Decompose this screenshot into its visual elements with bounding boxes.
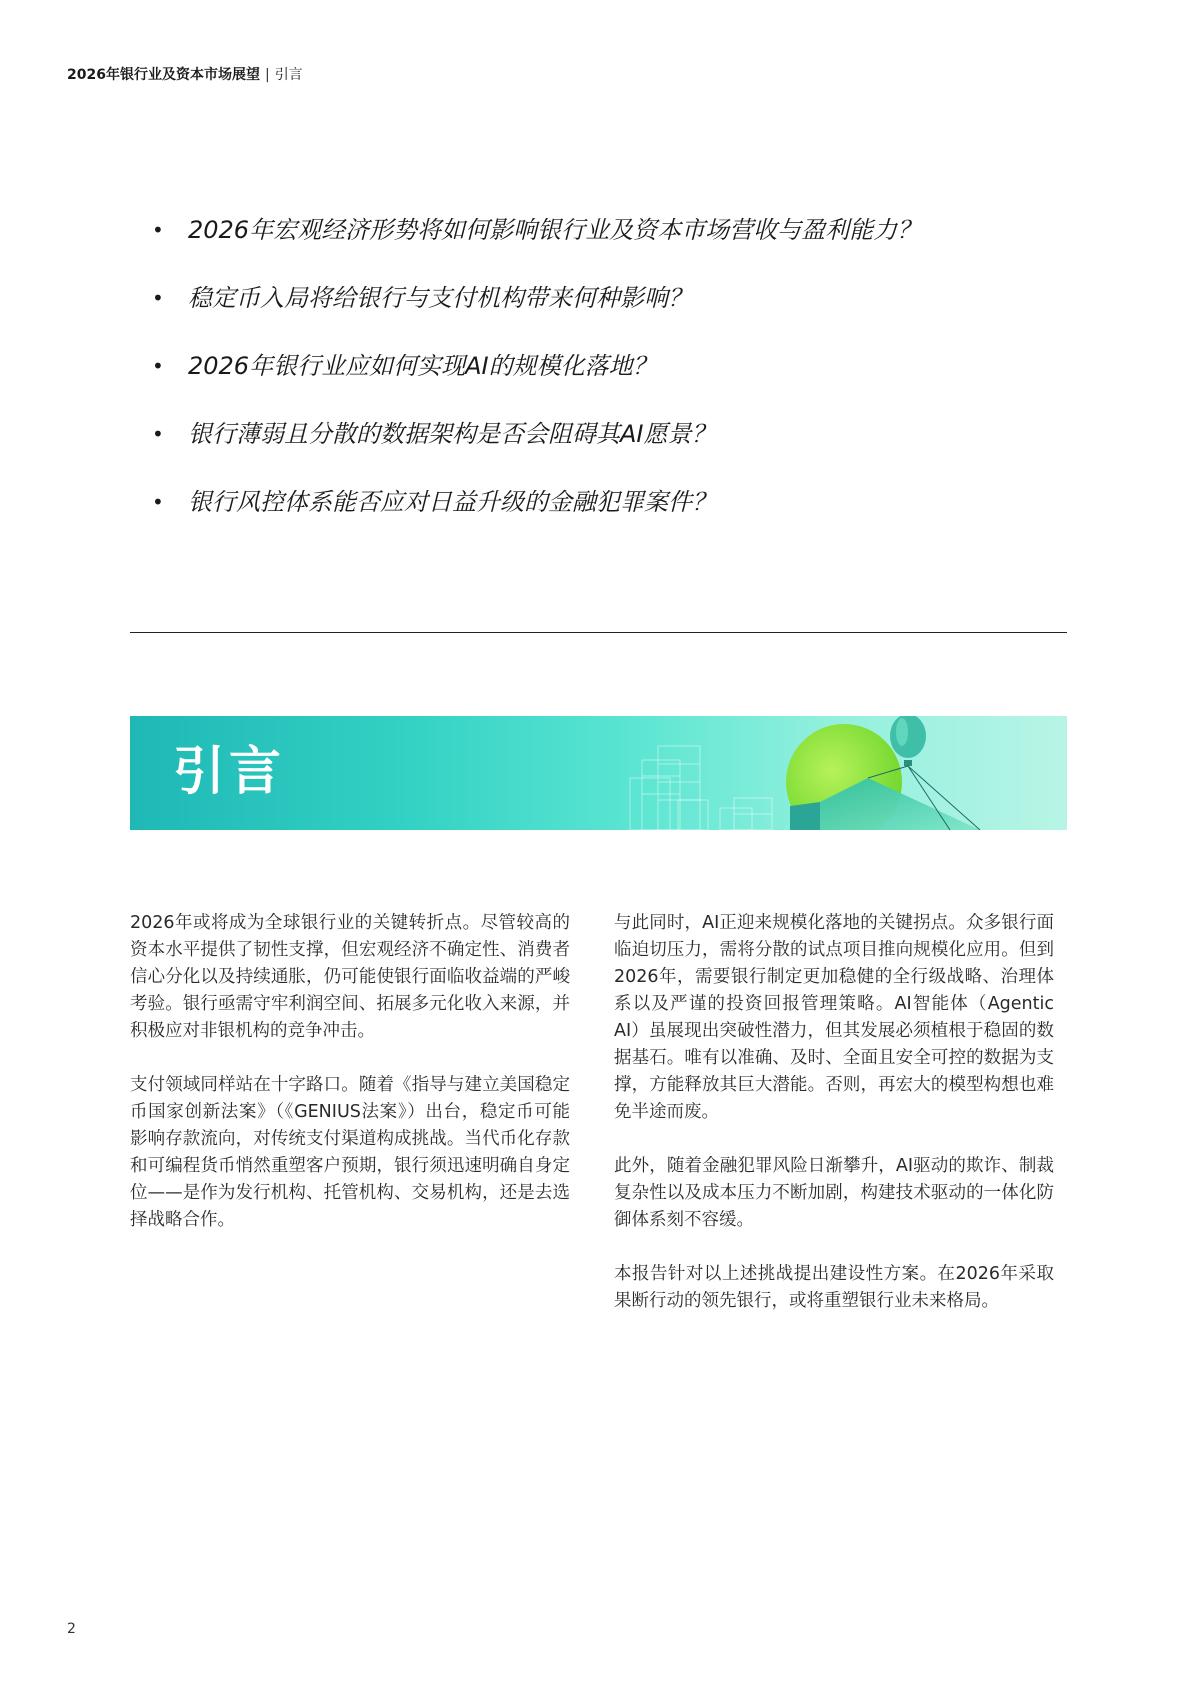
bullet-icon: • (152, 490, 164, 514)
question-text: 2026年银行业应如何实现AI的规模化落地？ (188, 352, 657, 380)
paragraph: 2026年或将成为全球银行业的关键转折点。尽管较高的资本水平提供了韧性支撑，但宏观经济不确定性、消费者信心分化以及持续通胀，仍可能使银行面临收益端的严峻考验。银行亟需守牢利润空间、拓展多元化收入来源，并积极应对非银机构的竞争冲击。 (130, 913, 570, 1041)
key-questions-list (148, 213, 1068, 553)
section-name: 引言 (274, 67, 303, 83)
question-text: 银行风控体系能否应对日益升级的金融犯罪案件？ (188, 488, 716, 516)
bullet-icon: • (152, 422, 164, 446)
report-title: 2026年银行业及资本市场展望 (67, 67, 260, 83)
bullet-icon: • (152, 354, 164, 378)
list-item (148, 485, 1068, 553)
question-text: 银行薄弱且分散的数据架构是否会阻碍其AI愿景？ (188, 420, 716, 448)
paragraph: 与此同时，AI正迎来规模化落地的关键拐点。众多银行面临迫切压力，需将分散的试点项目推向规模化应用。但到2026年，需要银行制定更加稳健的全行级战略、治理体系以及严谨的投资回报管理策略。AI智能体（Agentic AI）虽展现出突破性潜力，但其发展必须植根于稳固的数据基石。唯有以准确、及时、全面且安全可控的数据为支撑，方能释放其巨大潜能。否则，再宏大的模型构想也难免半途而废。 (614, 913, 1054, 1122)
section-divider (130, 632, 1067, 633)
body-column-right (614, 910, 1054, 1342)
page-number: 2 (67, 1621, 76, 1637)
question-text: 2026年宏观经济形势将如何影响银行业及资本市场营收与盈利能力？ (188, 216, 922, 244)
header-separator: | (264, 67, 270, 83)
paragraph: 支付领域同样站在十字路口。随着《指导与建立美国稳定币国家创新法案》（《GENIUS法案》）出台，稳定币可能影响存款流向，对传统支付渠道构成挑战。当代币化存款和可编程货币悄然重塑客户预期，银行须迅速明确自身定位——是作为发行机构、托管机构、交易机构，还是去选择战略合作。 (130, 1075, 570, 1230)
list-item (148, 417, 1068, 485)
list-item (148, 213, 1068, 281)
question-text: 稳定币入局将给银行与支付机构带来何种影响？ (188, 284, 692, 312)
paragraph: 本报告针对以上述挑战提出建设性方案。在2026年采取果断行动的领先银行，或将重塑银行业未来格局。 (614, 1264, 1054, 1311)
paragraph: 此外，随着金融犯罪风险日渐攀升，AI驱动的欺诈、制裁复杂性以及成本压力不断加剧，构建技术驱动的一体化防御体系刻不容缓。 (614, 1156, 1054, 1230)
banner-title: 引言 (173, 742, 286, 802)
bullet-icon: • (152, 286, 164, 310)
section-banner (130, 716, 1067, 830)
list-item (148, 281, 1068, 349)
bullet-icon: • (152, 218, 164, 242)
body-column-left (130, 910, 570, 1261)
list-item (148, 349, 1068, 417)
running-header (67, 66, 303, 84)
